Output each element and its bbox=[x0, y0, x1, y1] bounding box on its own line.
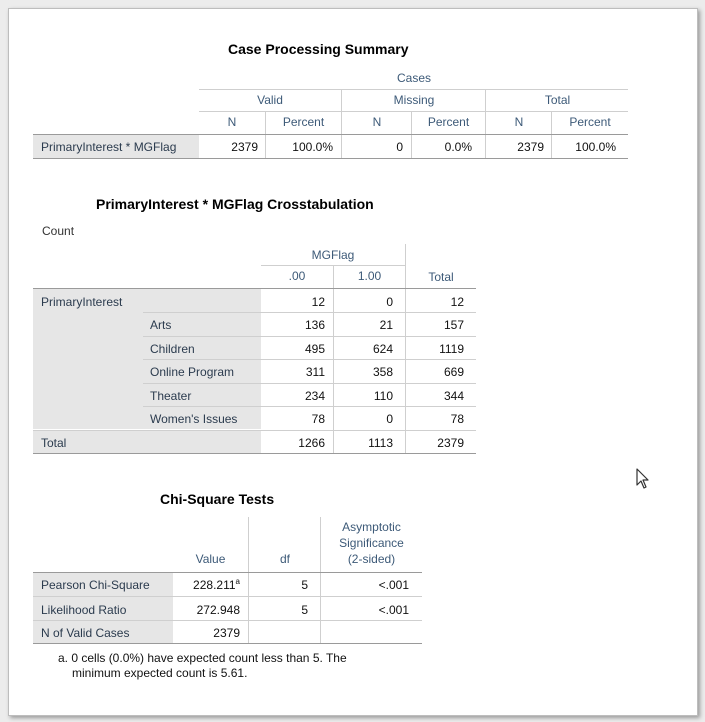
valid-n-value: 2379 bbox=[231, 140, 258, 154]
df-header: df bbox=[279, 552, 290, 566]
missing-n-header: N bbox=[372, 115, 382, 129]
crosstab-cell: 78 bbox=[450, 412, 464, 426]
crosstab-cell: 344 bbox=[443, 389, 464, 403]
total-n-value: 2379 bbox=[517, 140, 544, 154]
crosstab-row-label: Arts bbox=[150, 318, 172, 332]
likelihood-label: Likelihood Ratio bbox=[41, 603, 127, 617]
crosstab-cell: 358 bbox=[372, 365, 393, 379]
cases-header: Cases bbox=[396, 71, 431, 85]
row-variable-label: PrimaryInterest bbox=[41, 295, 123, 309]
pearson-label: Pearson Chi-Square bbox=[41, 578, 150, 592]
pearson-df: 5 bbox=[301, 578, 308, 592]
total-row-label: Total bbox=[41, 436, 67, 450]
divider bbox=[405, 289, 406, 453]
count-label: Count bbox=[42, 224, 75, 238]
likelihood-value: 272.948 bbox=[196, 603, 240, 617]
crosstab-cell: 234 bbox=[304, 389, 325, 403]
missing-percent-value: 0.0% bbox=[444, 140, 472, 154]
sig-header-line1: Asymptotic bbox=[342, 520, 401, 534]
n-valid-value: 2379 bbox=[213, 626, 240, 640]
crosstab-cell: 12 bbox=[450, 295, 464, 309]
divider bbox=[33, 453, 476, 454]
value-header: Value bbox=[195, 552, 226, 566]
col-header-00: .00 bbox=[288, 269, 306, 283]
divider bbox=[405, 244, 406, 288]
divider bbox=[143, 336, 476, 337]
crosstab-cell: 495 bbox=[304, 342, 325, 356]
valid-n-header: N bbox=[227, 115, 237, 129]
total-header: Total bbox=[544, 93, 571, 107]
divider bbox=[33, 288, 476, 289]
crosstab-cell: 669 bbox=[443, 365, 464, 379]
crosstab-cell: 157 bbox=[443, 318, 464, 332]
crosstab-row-label: Online Program bbox=[150, 365, 235, 379]
pearson-value-number: 228.211 bbox=[193, 578, 236, 592]
pearson-sig: <.001 bbox=[378, 578, 409, 592]
n-valid-label: N of Valid Cases bbox=[41, 626, 130, 640]
crosstab-cell: 624 bbox=[372, 342, 393, 356]
divider bbox=[199, 89, 628, 90]
divider bbox=[333, 265, 334, 288]
crosstab-cell: 136 bbox=[304, 318, 325, 332]
footnote-line1: a. 0 cells (0.0%) have expected count less than 5. The bbox=[58, 651, 347, 665]
total-percent-header: Percent bbox=[569, 115, 611, 129]
divider bbox=[33, 430, 476, 431]
likelihood-sig: <.001 bbox=[378, 603, 409, 617]
chisq-title: Chi-Square Tests bbox=[160, 491, 275, 507]
crosstab-row-label: Children bbox=[150, 342, 195, 356]
sig-header-line2: Significance bbox=[339, 536, 404, 550]
crosstab-total-cell: 2379 bbox=[437, 436, 464, 450]
divider bbox=[143, 359, 476, 360]
divider bbox=[33, 596, 422, 597]
valid-percent-value: 100.0% bbox=[292, 140, 333, 154]
divider bbox=[143, 406, 476, 407]
divider bbox=[248, 517, 249, 643]
col-header-total: Total bbox=[428, 270, 454, 284]
crosstab-cell: 1119 bbox=[439, 342, 464, 356]
crosstab-cell: 311 bbox=[305, 365, 325, 379]
likelihood-df: 5 bbox=[301, 603, 308, 617]
mouse-pointer-icon bbox=[636, 468, 650, 493]
crosstab-title: PrimaryInterest * MGFlag Crosstabulation bbox=[96, 196, 374, 212]
divider bbox=[143, 312, 476, 313]
row-label-shade bbox=[33, 431, 261, 453]
mgflag-header: MGFlag bbox=[311, 248, 355, 262]
footnote-marker: a bbox=[235, 577, 240, 586]
crosstab-cell: 12 bbox=[311, 295, 325, 309]
pearson-value bbox=[173, 577, 240, 592]
divider bbox=[33, 158, 628, 159]
footnote-line2: minimum expected count is 5.61. bbox=[72, 666, 248, 680]
crosstab-total-cell: 1113 bbox=[368, 436, 393, 450]
crosstab-cell: 78 bbox=[311, 412, 325, 426]
crosstab-cell: 21 bbox=[379, 318, 393, 332]
total-percent-value: 100.0% bbox=[575, 140, 616, 154]
crosstab-row-label: Women's Issues bbox=[150, 412, 238, 426]
divider bbox=[485, 89, 486, 159]
col-header-100: 1.00 bbox=[357, 269, 382, 283]
divider bbox=[341, 89, 342, 159]
summary-row-label: PrimaryInterest * MGFlag bbox=[41, 140, 177, 154]
crosstab-cell: 0 bbox=[386, 412, 393, 426]
sig-header-line3: (2-sided) bbox=[347, 552, 396, 566]
crosstab-total-cell: 1266 bbox=[298, 436, 325, 450]
total-n-header: N bbox=[514, 115, 524, 129]
valid-percent-header: Percent bbox=[282, 115, 325, 129]
missing-percent-header: Percent bbox=[427, 115, 470, 129]
divider bbox=[33, 620, 422, 621]
case-summary-title: Case Processing Summary bbox=[228, 41, 409, 57]
missing-n-value: 0 bbox=[396, 140, 403, 154]
valid-header: Valid bbox=[257, 93, 283, 107]
missing-header: Missing bbox=[393, 93, 435, 107]
crosstab-cell: 110 bbox=[373, 389, 393, 403]
divider bbox=[333, 289, 334, 453]
crosstab-cell: 0 bbox=[386, 295, 393, 309]
divider bbox=[199, 111, 628, 112]
divider bbox=[143, 383, 476, 384]
crosstab-row-label: Theater bbox=[150, 389, 192, 403]
divider bbox=[33, 643, 422, 644]
